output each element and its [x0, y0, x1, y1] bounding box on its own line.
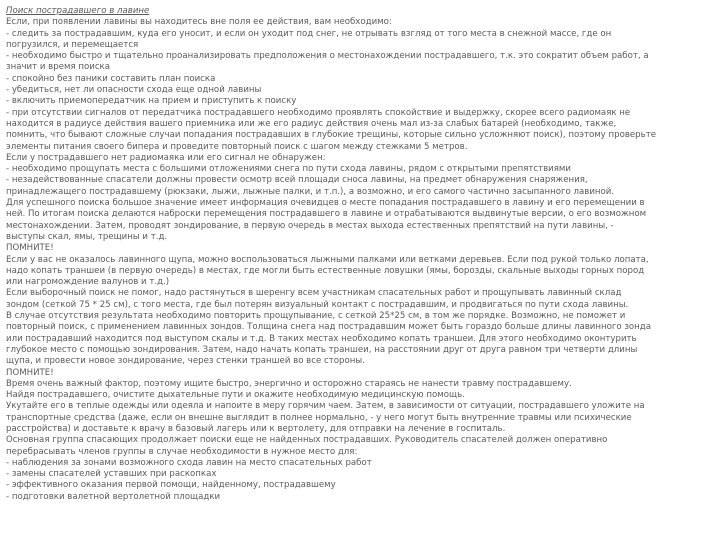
text-line: - убедиться, нет ли опасности схода еще одной лавины: [6, 85, 262, 96]
text-line: ней. По итогам поиска делаются наброски перемещения пострадавшего в лавине и отрабатываются выдвинутые версии, о его возможном: [6, 209, 647, 220]
text-line: значит и время поиска: [6, 62, 111, 73]
text-line: зондом (сеткой 75 * 25 см), с того места, где был потерян визуальный контакт с пострадавшим, и продвигаться по пути схода лавины.: [6, 299, 629, 310]
text-line: погрузился, и перемещается: [6, 39, 139, 50]
text-line: - замены спасателей уставших при раскопках: [6, 469, 217, 480]
text-line: Если выборочный поиск не помог, надо растянуться в шеренгу всем участникам спасательных работ и прощупывать лавинный склад: [6, 288, 622, 299]
text-line: местонахождении. Затем, проводят зондирование, в первую очередь в местах выхода естественных препятствий на пути лавины, -: [6, 220, 614, 231]
text-line: - следить за пострадавшим, куда его уносит, и если он уходит под снег, не отрывать взгляд от того места в снежной массе, где он: [6, 28, 612, 39]
text-line: Укутайте его в теплые одежды или одеяла и напоите в меру горячим чаем. Затем, в зависимости от ситуации, пострадавшего уложите на: [6, 401, 645, 412]
text-line: транспортные средства (даже, если он внешне выглядит в полнее нормально, - у него могут быть внутренние травмы или психические: [6, 412, 632, 423]
text-line: глубокое место с помощью зондирования. Затем, надо начать копать траншеи, на расстоянии друг от друга равном три четверти длины: [6, 344, 638, 355]
text-line: - спокойно без паники составить план поиска: [6, 73, 216, 84]
text-line: помнить, что бывают сложные случаи попадания пострадавших в глубокие трещины, которые сильно усложняют поиск), поэтому проверьте: [6, 130, 656, 141]
text-line: Если у пострадавшего нет радиомаяка или его сигнал не обнаружен:: [6, 152, 326, 163]
document-title: Поиск пострадавшего в лавине: [6, 6, 150, 16]
text-line: Время очень важный фактор, поэтому ищите быстро, энергично и осторожно стараясь не нанести травму пострадавшему.: [6, 378, 572, 389]
text-line: Если у вас не оказалось лавинного щупа, можно воспользоваться лыжными палками или ветками деревьев. Если под рукой только лопата,: [6, 254, 649, 265]
text-line: - подготовки валетной вертолетной площадки: [6, 491, 221, 502]
text-line: или пострадавший находится под выступом скалы и т.д. В таких местах необходимо копать траншеи. Для этого необходимо оконтурить: [6, 333, 637, 344]
text-line: Если, при появлении лавины вы находитесь вне поля ее действия, вам необходимо:: [6, 17, 392, 28]
text-line: находится в радиусе действия вашего приемника или же его радиус действия очень мал из-за слабых батарей (необходимо, также,: [6, 118, 617, 129]
text-line: - при отсутствии сигналов от передатчика пострадавшего необходимо проявлять спокойствие и выдержку, скорее всего радиомаяк не: [6, 107, 631, 118]
text-line: - незадействованные спасатели должны провести осмотр всей площади сноса лавины, на предмет обнаружения снаряжения,: [6, 175, 588, 186]
text-line: перебрасывать членов группы в случае необходимости в нужное место для:: [6, 446, 358, 457]
text-line: Найдя пострадавшего, очистите дыхательные пути и окажите необходимую медицинскую помощь.: [6, 390, 465, 401]
text-line: В случае отсутствия результата необходимо повторить прощупывание, с сеткой 25*25 см, в том же порядке. Возможно, не поможет и: [6, 311, 626, 322]
text-line: Для успешного поиска большое значение имеет информация очевидцев о месте попадания пострадавшего в лавину и его перемещении в: [6, 198, 645, 209]
text-line: - эффективного оказания первой помощи, найденному, пострадавшему: [6, 480, 336, 491]
text-line: - наблюдения за зонами возможного схода лавин на место спасательных работ: [6, 457, 372, 468]
text-line: расстройства) и доставьте к врачу в базовый лагерь или к вертолету, для отправки на лечение в госпиталь.: [6, 423, 506, 434]
text-line: или нагромождение валунов и т.д.): [6, 277, 170, 288]
text-line: - необходимо быстро и тщательно проанализировать предположения о местонахождении пострадавшего, т.к. это сократит объем работ, а: [6, 51, 649, 62]
text-line: Основная группа спасающих продолжает поиски еще не найденных пострадавших. Руководитель спасателей должен оперативно: [6, 435, 608, 446]
text-line: щупа, и провести новое зондирование, через стенки траншей во все стороны.: [6, 356, 365, 367]
text-line: ПОМНИТЕ!: [6, 367, 54, 378]
text-line: - включить приемопередатчик на прием и приступить к поиску: [6, 96, 297, 107]
text-line: - необходимо прощупать места с большими отложениями снега по пути схода лавины, рядом с открытыми препятствиями: [6, 164, 571, 175]
document-body: [6, 17, 712, 503]
text-line: элементы питания своего бипера и проведите повторный поиск с шагом между стежками 5 метров.: [6, 141, 468, 152]
text-line: выступы скал, ямы, трещины и т.д.: [6, 231, 168, 242]
text-line: ПОМНИТЕ!: [6, 243, 54, 254]
text-line: принадлежащего пострадавшему (рюкзаки, лыжи, лыжные палки, и т.п.), а возможно, и его самого частично засыпанного лавиной.: [6, 186, 615, 197]
text-line: надо копать траншеи (в первую очередь) в местах, где могли быть естественные ловушки (ямы, борозды, скальные выходы горных пород: [6, 265, 645, 276]
text-line: повторный поиск, с применением лавинных зондов. Толщина снега над пострадавшим может быть гораздо больше длины лавинного зонда: [6, 322, 652, 333]
